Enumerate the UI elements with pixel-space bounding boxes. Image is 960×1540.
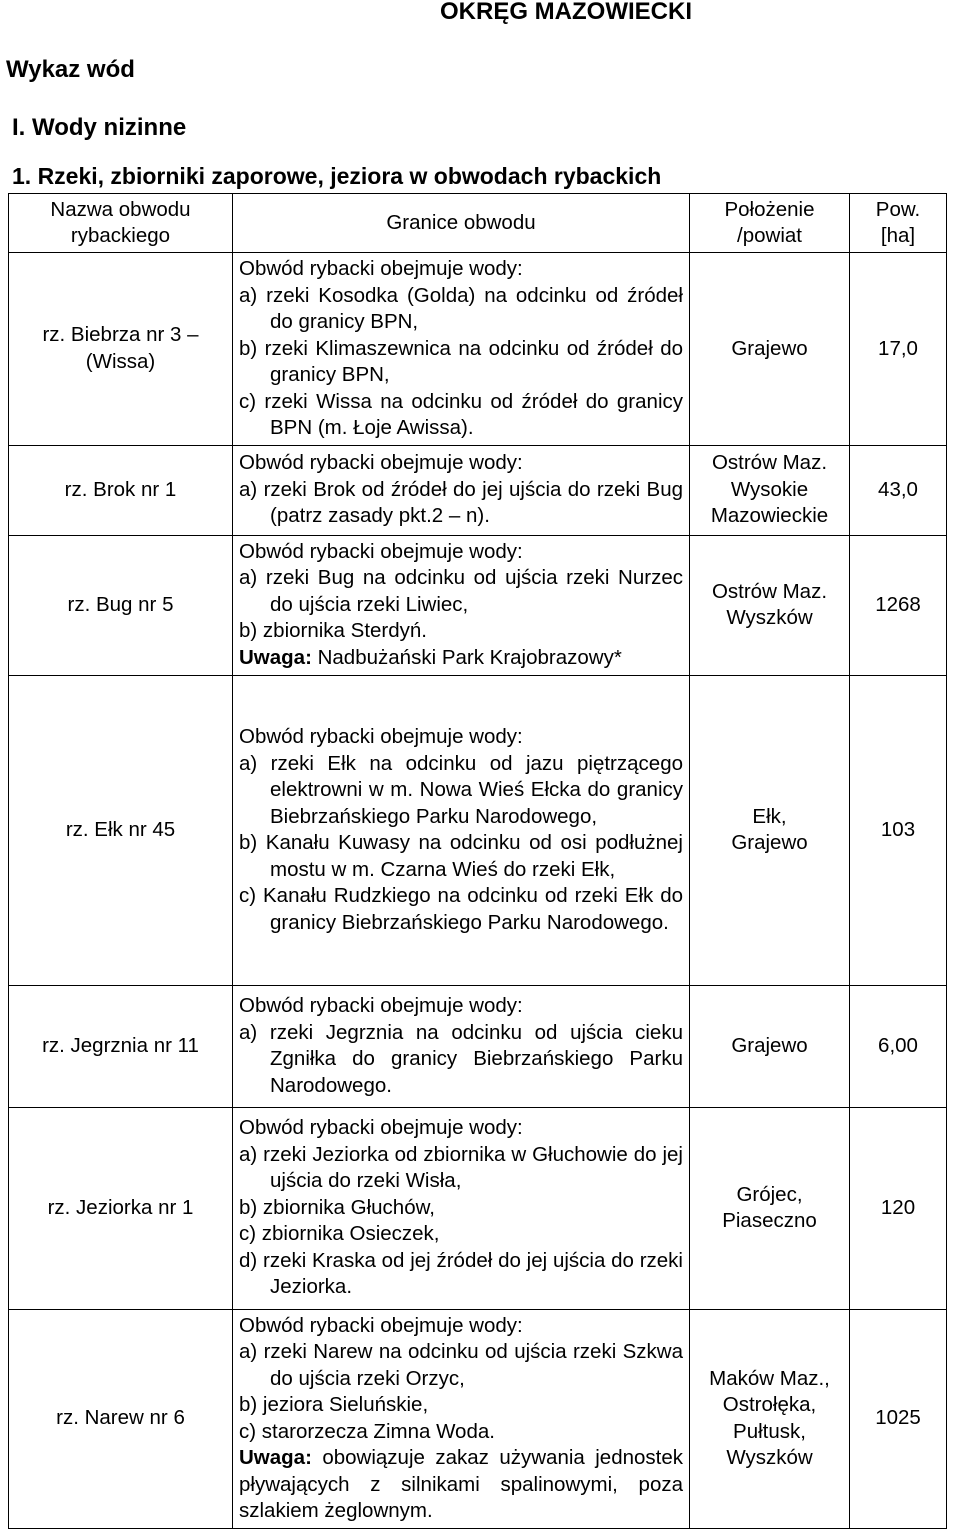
fishing-district-name: rz. Ełk nr 45: [9, 675, 233, 985]
location-line: Grajewo: [731, 1033, 808, 1057]
location-line: Grajewo: [731, 831, 808, 854]
table-row: [9, 985, 947, 1107]
bounds-item: c) Kanału Rudzkiego na odcinku od rzeki Ełk do granicy Biebrzańskiego Parku Narodowego.: [239, 884, 683, 934]
location-line: Wyszków: [726, 1446, 813, 1469]
bounds-item: b) zbiornika Sterdyń.: [239, 619, 428, 643]
bounds-item: a) rzeki Ełk na odcinku od jazu piętrzącego elektrowni w m. Nowa Wieś Ełcka do granicy Biebrzańskiego Parku Narodowego,: [239, 751, 683, 828]
location-line: Wysokie: [730, 477, 809, 501]
district-bounds: [233, 445, 690, 535]
location-line: Pułtusk,: [733, 1419, 806, 1443]
category-heading: I. Wody nizinne: [12, 114, 187, 141]
district-bounds: [233, 1309, 690, 1528]
bounds-item: d) rzeki Kraska od jej źródeł do jej ujścia do rzeki Jeziorka.: [239, 1248, 683, 1299]
location-line: Ostrów Maz.: [711, 579, 828, 603]
bounds-intro: Obwód rybacki obejmuje wody:: [239, 725, 523, 748]
district-bounds: [233, 675, 690, 985]
district-location: [690, 445, 850, 535]
section-heading: 1. Rzeki, zbiorniki zaporowe, jeziora w obwodach rybackich: [12, 163, 662, 189]
bounds-item: a) rzeki Brok od źródeł do jej ujścia do rzeki Bug (patrz zasady pkt.2 – n).: [239, 477, 683, 528]
district-area: 103: [850, 675, 947, 985]
district-location: [690, 1107, 850, 1309]
note-label: Uwaga:: [239, 645, 312, 669]
district-area: 6,00: [850, 985, 947, 1107]
table-row: [9, 535, 947, 675]
bounds-intro: Obwód rybacki obejmuje wody:: [239, 1116, 523, 1140]
location-line: Ostrołęka,: [722, 1393, 817, 1416]
district-location: [690, 253, 850, 446]
district-area: 1025: [850, 1309, 947, 1528]
note-text: obowiązuje zakaz używania jednostek pływających z silnikami spalinowymi, poza szlakiem żeglownym.: [239, 1446, 683, 1522]
table-header-row: [9, 194, 947, 253]
district-location: [690, 985, 850, 1107]
bounds-intro: Obwód rybacki obejmuje wody:: [239, 1313, 523, 1337]
district-bounds: [233, 985, 690, 1107]
bounds-intro: Obwód rybacki obejmuje wody:: [239, 994, 523, 1017]
table-row: [9, 1309, 947, 1528]
district-area: 43,0: [850, 445, 947, 535]
location-line: Piaseczno: [722, 1209, 817, 1232]
bounds-item: a) rzeki Bug na odcinku od ujścia rzeki Nurzec do ujścia rzeki Liwiec,: [239, 566, 683, 616]
bounds-item: a) rzeki Narew na odcinku od ujścia rzeki Szkwa do ujścia rzeki Orzyc,: [239, 1340, 683, 1390]
bounds-item: a) rzeki Jegrznia na odcinku od ujścia cieku Zgniłka do granicy Biebrzańskiego Parku Narodowego.: [239, 1020, 683, 1097]
district-location: [690, 535, 850, 675]
fishing-district-name: rz. Jeziorka nr 1: [9, 1107, 233, 1309]
table-row: [9, 253, 947, 446]
fishing-district-name: rz. Jegrznia nr 11: [9, 985, 233, 1107]
list-title: Wykaz wód: [6, 56, 135, 83]
location-line: Grójec,: [736, 1182, 803, 1206]
bounds-item: b) zbiornika Głuchów,: [239, 1195, 435, 1219]
table-row: [9, 1107, 947, 1309]
district-area: 1268: [850, 535, 947, 675]
district-bounds: [233, 1107, 690, 1309]
location-line: Ostrów Maz.: [711, 451, 828, 475]
fishing-district-name: rz. Bug nr 5: [9, 535, 233, 675]
bounds-item: a) rzeki Kosodka (Golda) na odcinku od źródeł do granicy BPN,: [239, 283, 683, 333]
col-header-location: Położenie /powiat: [690, 194, 850, 253]
col-header-bounds: Granice obwodu: [233, 194, 690, 253]
location-line: Ełk,: [752, 804, 787, 828]
bounds-note: [239, 1445, 683, 1525]
table-body: [9, 253, 947, 1529]
location-line: Wyszków: [726, 606, 813, 629]
bounds-intro: Obwód rybacki obejmuje wody:: [239, 257, 523, 280]
district-bounds: [233, 535, 690, 675]
fishing-district-name: rz. Biebrza nr 3 – (Wissa): [9, 253, 233, 446]
district-location: [690, 1309, 850, 1528]
bounds-item: c) starorzecza Zimna Woda.: [239, 1419, 495, 1443]
fishing-district-name: rz. Brok nr 1: [9, 445, 233, 535]
col-header-name: Nazwa obwodu rybackiego: [9, 194, 233, 253]
bounds-item: c) zbiornika Osieczek,: [239, 1222, 440, 1246]
district-bounds: [233, 253, 690, 446]
bounds-intro: Obwód rybacki obejmuje wody:: [239, 451, 523, 475]
location-line: Grajewo: [731, 336, 808, 360]
bounds-item: c) rzeki Wissa na odcinku od źródeł do granicy BPN (m. Łoje Awissa).: [239, 389, 683, 439]
bounds-item: a) rzeki Jeziorka od zbiornika w Głuchowie do jej ujścia do rzeki Wisła,: [239, 1142, 683, 1193]
location-line: Maków Maz.,: [709, 1366, 830, 1390]
bounds-note: [239, 645, 683, 672]
district-area: 17,0: [850, 253, 947, 446]
table-row: [9, 445, 947, 535]
bounds-item: b) rzeki Klimaszewnica na odcinku od źródeł do granicy BPN,: [239, 336, 683, 386]
fishing-district-name: rz. Narew nr 6: [9, 1309, 233, 1528]
table-row: [9, 675, 947, 985]
district-location: [690, 675, 850, 985]
bounds-item: b) jeziora Sieluńskie,: [239, 1393, 429, 1416]
note-text: Nadbużański Park Krajobrazowy*: [311, 645, 622, 669]
bounds-intro: Obwód rybacki obejmuje wody:: [239, 539, 523, 563]
note-label: Uwaga:: [239, 1446, 312, 1469]
waters-table: [8, 193, 947, 1529]
location-line: Mazowieckie: [710, 504, 829, 528]
col-header-area: Pow. [ha]: [850, 194, 947, 253]
region-title: OKRĘG MAZOWIECKI: [440, 0, 692, 25]
district-area: 120: [850, 1107, 947, 1309]
bounds-item: b) Kanału Kuwasy na odcinku od osi podłużnej mostu w m. Czarna Wieś do rzeki Ełk,: [239, 831, 683, 881]
